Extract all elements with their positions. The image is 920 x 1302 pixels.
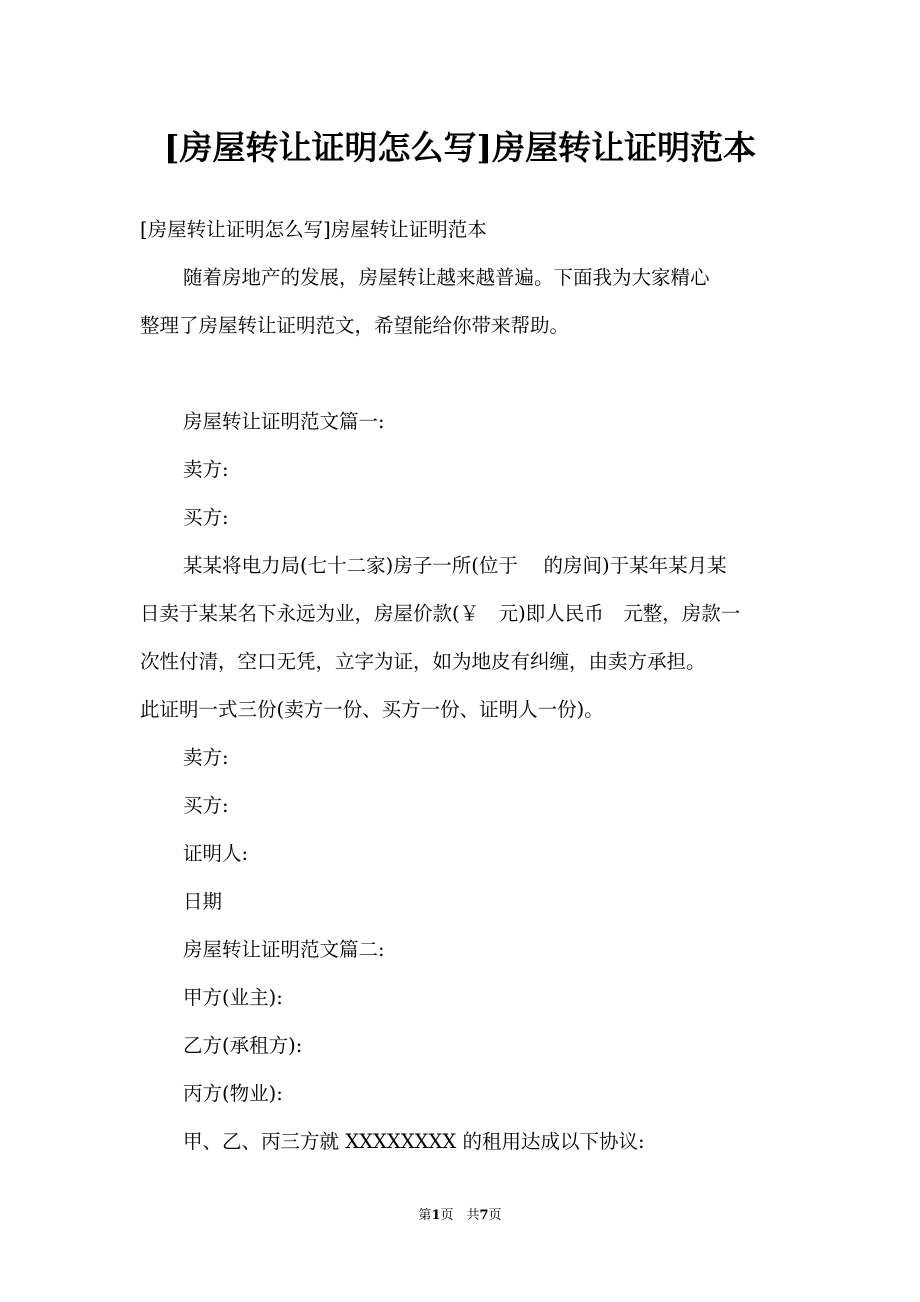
page-prefix: 第: [418, 1208, 432, 1223]
seller-signature-label: 卖方:: [183, 746, 229, 769]
page-footer: [0, 1206, 920, 1226]
subtitle-line: [房屋转让证明怎么写]房屋转让证明范本: [140, 218, 487, 241]
page-total: 7: [479, 1208, 489, 1223]
page-mid: 页 共: [440, 1208, 480, 1223]
witness-label: 证明人:: [183, 842, 249, 865]
section-heading-1: 房屋转让证明范文篇一:: [183, 410, 385, 433]
party-b-label: 乙方(承租方):: [183, 1034, 303, 1057]
section-heading-2: 房屋转让证明范文篇二:: [183, 938, 385, 961]
body-line-1: 某某将电力局(七十二家)房子一所(位于 的房间)于某年某月某: [183, 554, 727, 577]
body-line-4: 此证明一式三份(卖方一份、买方一份、证明人一份)。: [140, 698, 604, 721]
page-suffix: 页: [488, 1208, 502, 1223]
document-title: [房屋转让证明怎么写]房屋转让证明范本: [163, 128, 757, 167]
body-line-3: 次性付清，空口无凭，立字为证，如为地皮有纠缠，由卖方承担。: [140, 650, 706, 673]
body-line-2: 日卖于某某名下永远为业，房屋价款(￥ 元)即人民币 元整，房款一: [140, 602, 741, 625]
intro-line-2: 整理了房屋转让证明范文，希望能给你带来帮助。: [140, 314, 570, 337]
party-c-label: 丙方(物业):: [183, 1082, 283, 1105]
date-label: 日期: [183, 890, 223, 913]
intro-line-1: 随着房地产的发展，房屋转让越来越普遍。下面我为大家精心: [183, 266, 710, 289]
buyer-signature-label: 买方:: [183, 794, 229, 817]
agreement-line: 甲、乙、丙三方就 XXXXXXXX 的租用达成以下协议:: [183, 1130, 645, 1153]
party-a-label: 甲方(业主):: [183, 986, 283, 1009]
seller-label: 卖方:: [183, 458, 229, 481]
page-current: 1: [431, 1208, 441, 1223]
buyer-label: 买方:: [183, 506, 229, 529]
